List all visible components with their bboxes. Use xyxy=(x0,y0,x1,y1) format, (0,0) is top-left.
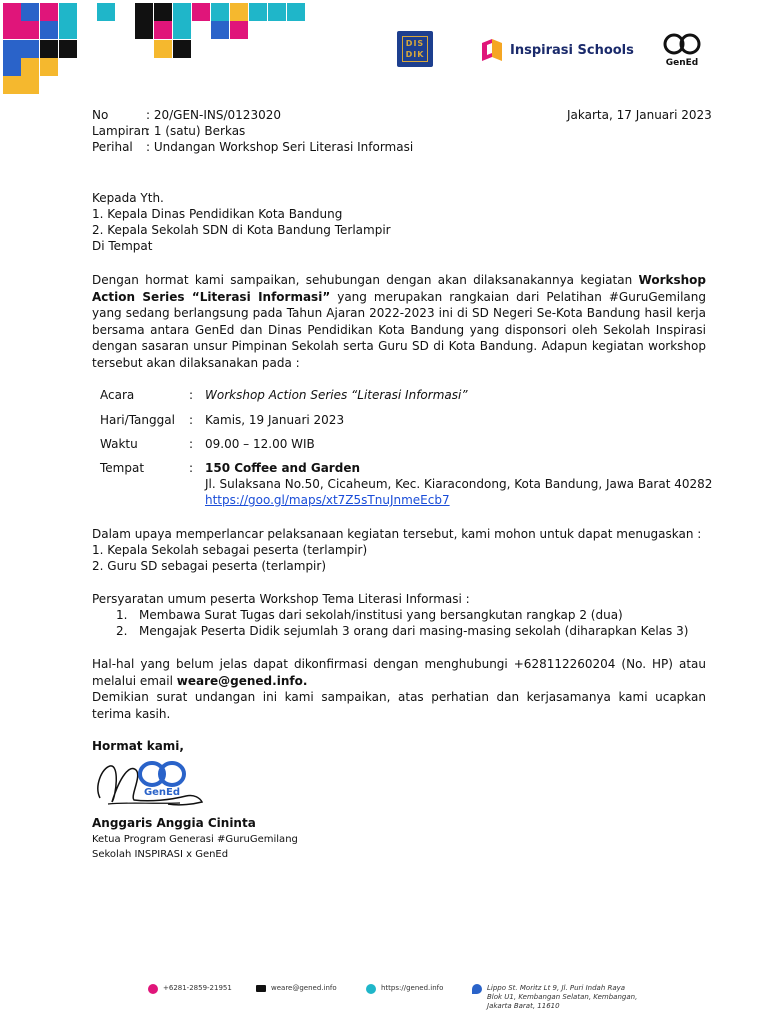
whatsapp-icon xyxy=(148,984,158,994)
lampiran-label: Lampiran xyxy=(92,124,149,138)
recipient-line-1: 1. Kepala Dinas Pendidikan Kota Bandung xyxy=(92,207,343,221)
footer-address xyxy=(472,984,642,1011)
hari-colon: : xyxy=(189,413,194,427)
waktu-label: Waktu xyxy=(100,437,138,451)
disdik-logo-text: DIS DIK xyxy=(405,39,425,59)
acara-label: Acara xyxy=(100,388,135,402)
closing-paragraph: Demikian surat undangan ini kami sampaikan, atas perhatian dan kerjasamanya kami ucapkan terima kasih. xyxy=(92,690,706,721)
inspirasi-schools-logo xyxy=(480,39,634,61)
tempat-name: 150 Coffee and Garden xyxy=(205,461,360,475)
acara-colon: : xyxy=(189,388,194,402)
signoff-greeting: Hormat kami, xyxy=(92,739,184,753)
request-intro: Dalam upaya memperlancar pelaksanaan kegiatan tersebut, kami mohon untuk dapat menugaskan : xyxy=(92,527,702,541)
requirement-number-2: 2. xyxy=(116,624,128,638)
signature-and-stamp xyxy=(90,756,220,816)
location-pin-icon xyxy=(472,984,482,994)
signer-title-1: Ketua Program Generasi #GuruGemilang xyxy=(92,834,298,845)
tempat-label: Tempat xyxy=(100,461,145,475)
hari-value: Kamis, 19 Januari 2023 xyxy=(205,413,345,427)
gened-infinity-icon xyxy=(662,32,702,56)
footer-phone-text: +6281-2859-21951 xyxy=(163,984,232,992)
lampiran-value: : 1 (satu) Berkas xyxy=(146,124,246,138)
tempat-address: Jl. Sulaksana No.50, Cicaheum, Kec. Kiaracondong, Kota Bandung, Jawa Barat 40282 xyxy=(205,477,713,491)
gened-stamp-text: GenEd xyxy=(143,787,181,798)
contact-paragraph xyxy=(92,656,706,689)
request-item-2: 2. Guru SD sebagai peserta (terlampir) xyxy=(92,559,327,573)
footer-web-text: https://gened.info xyxy=(381,984,444,992)
footer-email xyxy=(256,984,337,992)
requirement-number-1: 1. xyxy=(116,608,128,622)
recipient-greeting: Kepada Yth. xyxy=(92,191,164,205)
requirement-item-1: Membawa Surat Tugas dari sekolah/institusi yang bersangkutan rangkap 2 (dua) xyxy=(139,608,623,622)
perihal-label: Perihal xyxy=(92,140,133,154)
intro-text-2: yang merupakan rangkaian dari Pelatihan #GuruGemilang yang sedang berlangsung pada Tahun Ajaran 2022-2023 ini di SD Negeri Se-Kota Bandung hasil kerja bersama antara GenEd dan Dinas Pendidikan Kota Bandung yang disponsori oleh Sekolah Inspirasi dengan sasaran unsur Pimpinan Sekolah serta Guru SD di Kota Bandung. Adapun kegiatan workshop tersebut akan dilaksanakan pada : xyxy=(92,289,706,370)
requirement-item-2: Mengajak Peserta Didik sejumlah 3 orang dari masing-masing sekolah (diharapkan Kelas 3) xyxy=(139,624,689,638)
letter-date: Jakarta, 17 Januari 2023 xyxy=(567,108,712,122)
disdik-logo xyxy=(397,31,433,67)
gened-logo xyxy=(658,32,706,68)
gened-logo-text: GenEd xyxy=(665,58,699,68)
header-mosaic xyxy=(0,0,310,95)
contact-text: Hal-hal yang belum jelas dapat dikonfirmasi dengan menghubungi +628112260204 (No. HP) atau melalui email xyxy=(92,657,706,688)
footer-phone xyxy=(148,984,232,994)
gened-stamp xyxy=(134,759,190,803)
footer-email-text: weare@gened.info xyxy=(271,984,337,992)
signer-name: Anggaris Anggia Cininta xyxy=(92,816,256,830)
footer-address-text: Lippo St. Moritz Lt 9, Jl. Puri Indah Raya Blok U1, Kembangan Selatan, Kembangan, Jakarta Barat, 11610 xyxy=(487,984,638,1010)
tempat-map-link[interactable]: https://goo.gl/maps/xt7Z5sTnuJnmeEcb7 xyxy=(205,493,450,507)
no-label: No xyxy=(92,108,109,122)
acara-value: Workshop Action Series “Literasi Informasi” xyxy=(205,388,468,402)
waktu-colon: : xyxy=(189,437,194,451)
intro-event-title: Workshop Action Series “Literasi Informasi” xyxy=(92,273,706,304)
inspirasi-logo-text: Inspirasi Schools xyxy=(510,42,634,58)
inspirasi-mark-icon xyxy=(480,39,504,61)
recipient-line-3: Di Tempat xyxy=(92,239,153,253)
perihal-value: : Undangan Workshop Seri Literasi Informasi xyxy=(146,140,414,154)
requirements-intro: Persyaratan umum peserta Workshop Tema Literasi Informasi : xyxy=(92,592,470,606)
signer-title-2: Sekolah INSPIRASI x GenEd xyxy=(92,849,229,860)
request-item-1: 1. Kepala Sekolah sebagai peserta (terlampir) xyxy=(92,543,368,557)
globe-icon xyxy=(366,984,376,994)
intro-paragraph xyxy=(92,272,706,371)
mail-icon xyxy=(256,985,266,992)
hari-label: Hari/Tanggal xyxy=(100,413,175,427)
footer-web xyxy=(366,984,443,994)
contact-email: weare@gened.info. xyxy=(176,673,308,688)
waktu-value: 09.00 – 12.00 WIB xyxy=(205,437,315,451)
no-value: : 20/GEN-INS/0123020 xyxy=(146,108,281,122)
intro-text-1: Dengan hormat kami sampaikan, sehubungan dengan akan dilaksanakannya kegiatan xyxy=(92,273,639,287)
tempat-colon: : xyxy=(189,461,194,475)
recipient-line-2: 2. Kepala Sekolah SDN di Kota Bandung Terlampir xyxy=(92,223,391,237)
